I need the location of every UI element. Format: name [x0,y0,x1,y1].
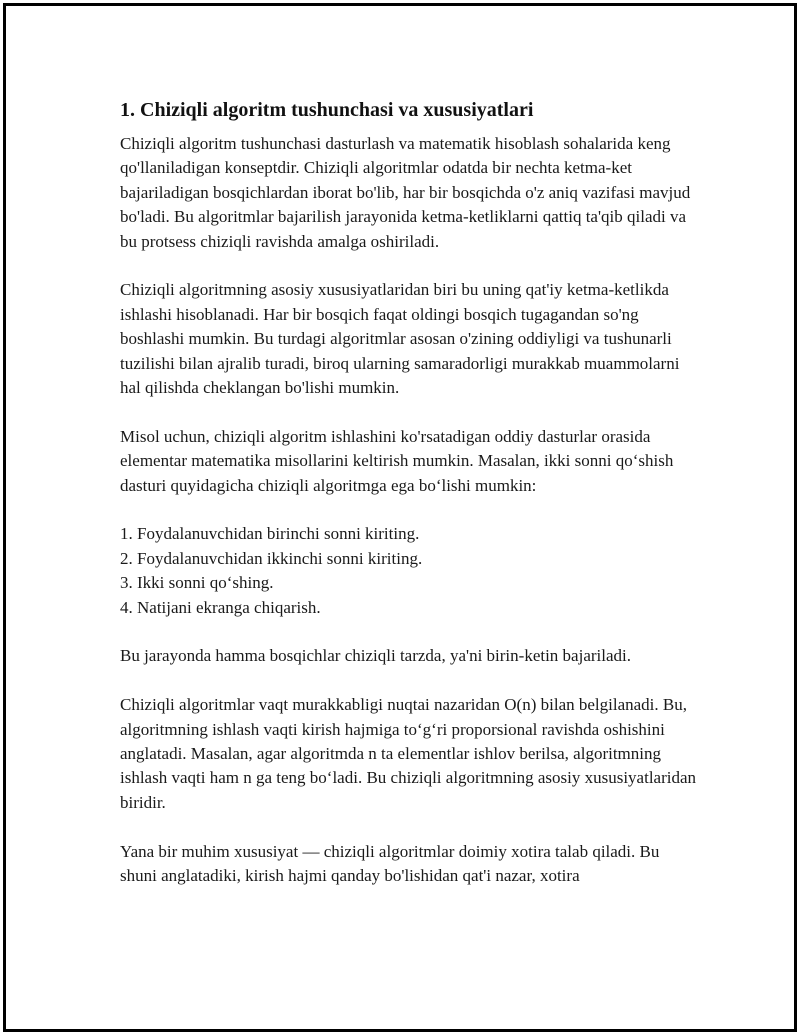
list-item: 3. Ikki sonni qo‘shing. [120,573,274,593]
paragraph-properties: Chiziqli algoritmning asosiy xususiyatlaridan biri bu uning qat'iy ketma-ketlikda ishlashi hisoblanadi. Har bir bosqich faqat oldingi bosqich tugagandan so'ng boshlashi mumkin. Bu turdagi algoritmlar asosan o'zining oddiyligi va tushunarli tuzilishi bilan ajralib turadi, biroq ularning samaradorligi murakkab muammolarni hal qilishda cheklangan bo'lishi mumkin. [120,280,680,398]
paragraph-definition: Chiziqli algoritm tushunchasi dasturlash va matematik hisoblash sohalarida keng qo'llaniladigan konseptdir. Chiziqli algoritmlar odatda bir nechta ketma-ket bajariladigan bosqichlardan iborat bo'lib, har bir bosqichda o'z aniq vazifasi mavjud bo'ladi. Bu algoritmlar bajarilish jarayonida ketma-ketliklarni qattiq ta'qib qiladi va bu protsess chiziqli ravishda amalga oshiriladi. [120,134,691,251]
paragraph-memory: Yana bir muhim xususiyat — chiziqli algoritmlar doimiy xotira talab qiladi. Bu shuni anglatadiki, kirish hajmi qanday bo'lishidan qat'i nazar, xotira [120,841,660,886]
list-item: 4. Natijani ekranga chiqarish. [120,597,321,617]
steps-list [120,522,700,620]
paragraph-example-intro: Misol uchun, chiziqli algoritm ishlashini ko'rsatadigan oddiy dasturlar orasida elementar matematika misollarini keltirish mumkin. Masalan, ikki sonni qo‘shish dasturi quyidagicha chiziqli algoritmga ega bo‘lishi mumkin: [120,426,674,495]
document-body [120,97,700,913]
list-item: 2. Foydalanuvchidan ikkinchi sonni kiriting. [120,548,423,568]
paragraph-summary: Bu jarayonda hamma bosqichlar chiziqli tarzda, ya'ni birin-ketin bajariladi. [120,646,631,666]
section-heading: 1. Chiziqli algoritm tushunchasi va xususiyatlari [120,99,534,121]
list-item: 1. Foydalanuvchidan birinchi sonni kiriting. [120,524,420,544]
page-frame [3,3,797,1032]
paragraph-complexity: Chiziqli algoritmlar vaqt murakkabligi nuqtai nazaridan O(n) bilan belgilanadi. Bu, algoritmning ishlash vaqti kirish hajmiga to‘g‘ri proporsional ravishda oshishini anglatadi. Masalan, agar algoritmda n ta elementlar ishlov berilsa, algoritmning ishlash vaqti ham n ga teng bo‘ladi. Bu chiziqli algoritmning asosiy xususiyatlaridan biridir. [120,695,697,812]
